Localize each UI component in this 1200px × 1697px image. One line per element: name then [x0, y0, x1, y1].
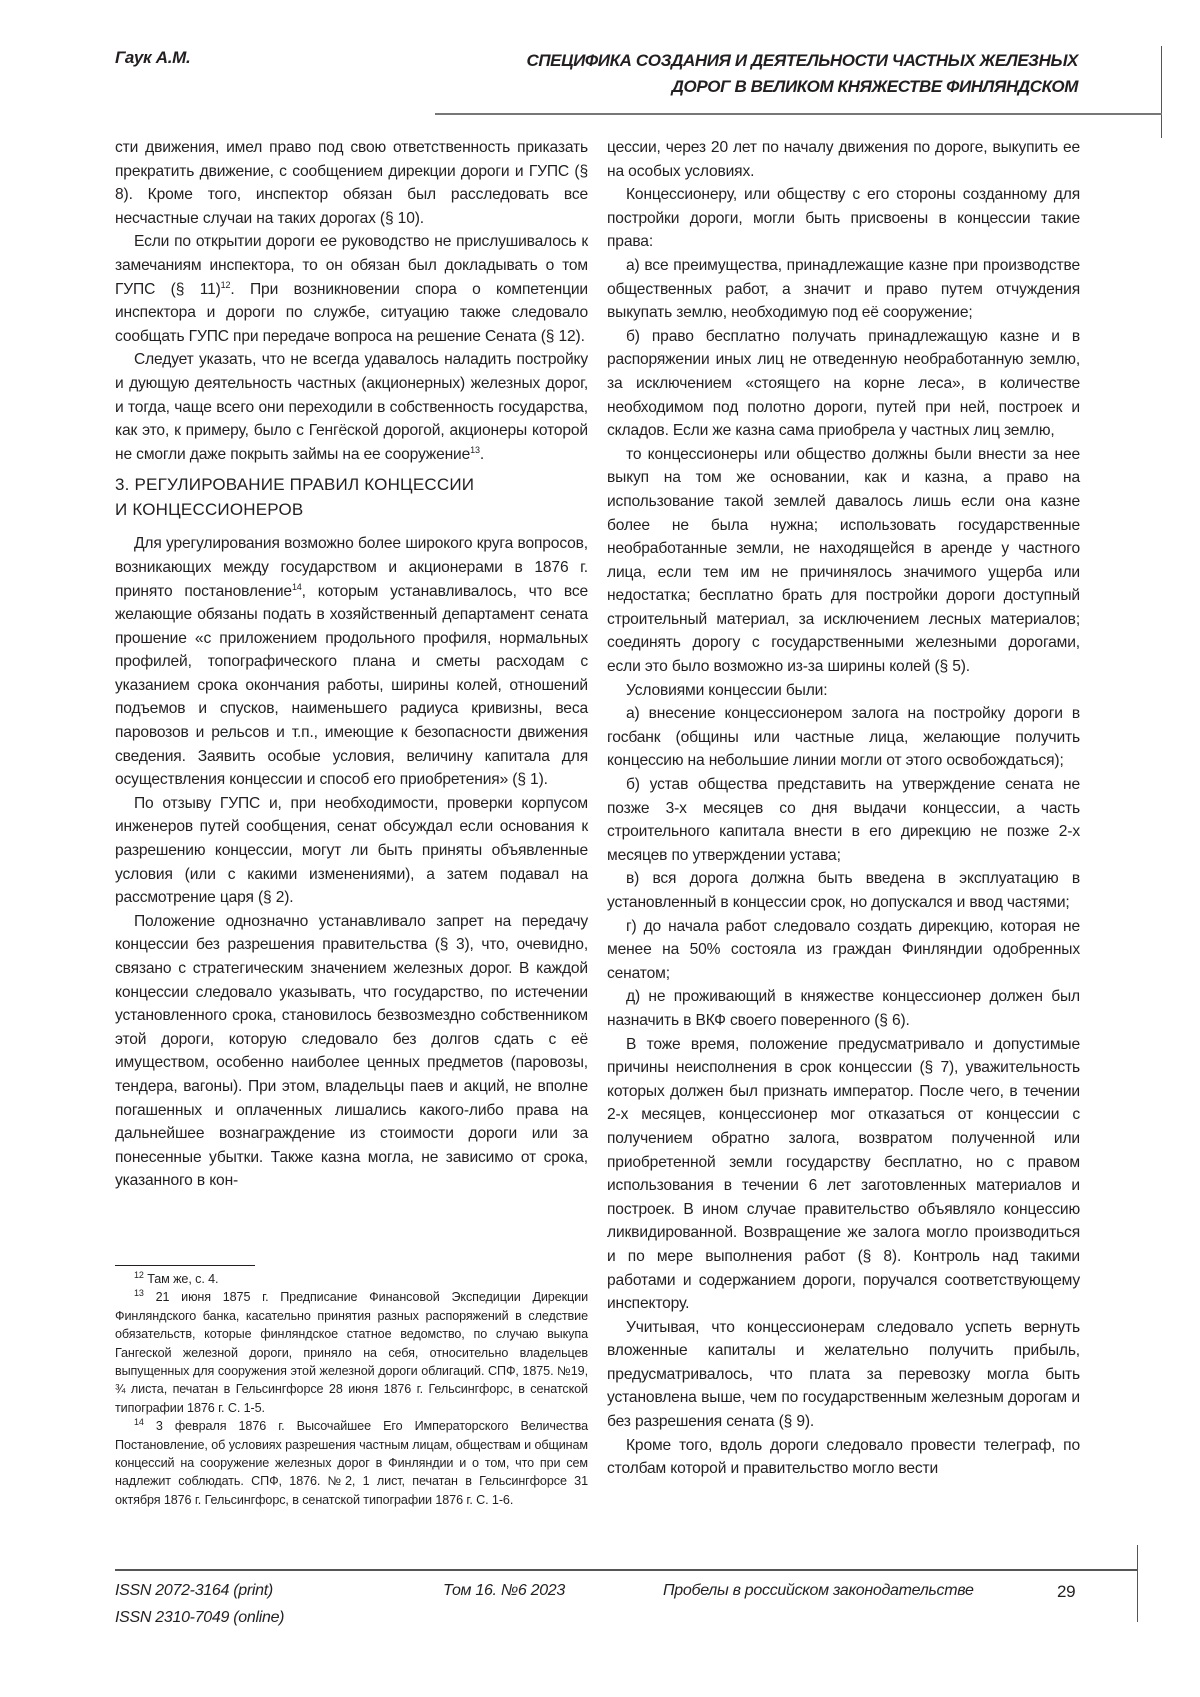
section-heading-line1: 3. РЕГУЛИРОВАНИЕ ПРАВИЛ КОНЦЕССИИ: [115, 475, 475, 495]
paragraph-text: .: [479, 445, 485, 463]
footer-vertical-rule: [1137, 1545, 1138, 1622]
section-heading: [115, 472, 588, 522]
footnote: [115, 1288, 588, 1417]
footnote-number: 12: [134, 1269, 144, 1280]
running-header-title-line2: ДОРОГ В ВЕЛИКОМ КНЯЖЕСТВЕ ФИНЛЯНДСКОМ: [671, 77, 1078, 96]
paragraph-text: Для урегулирования возможно более широкого круга вопросов, возникающих между государством и акционерами в 1876 г. принято постановление: [115, 535, 588, 600]
paragraph: Учитывая, что концессионерам следовало успеть вернуть вложенные капиталы и желательно получить прибыль, предусматривалось, что плата за перевозку могла быть установлена выше, чем по государственным железным дорогам и без разрешения сената (§ 9).: [607, 1318, 1080, 1431]
paragraph: г) до начала работ следовало создать дирекцию, которая не менее на 50% состояла из граждан Финляндии одобренных сенатом;: [607, 917, 1080, 982]
page-number: 29: [1057, 1582, 1076, 1601]
paragraph: [115, 532, 588, 792]
footnote-ref: 14: [291, 581, 302, 592]
footnote-text: Там же, с. 4.: [147, 1272, 219, 1286]
paragraph: Условиями концессии были:: [626, 681, 828, 699]
footnote-ref: 12: [220, 279, 231, 290]
footnote: [115, 1417, 588, 1509]
paragraph: [115, 230, 588, 348]
running-header-title-line1: СПЕЦИФИКА СОЗДАНИЯ И ДЕЯТЕЛЬНОСТИ ЧАСТНЫХ ЖЕЛЕЗНЫХ: [526, 51, 1078, 70]
paragraph-text: . При возникновении спора о компетенции инспектора и дороги по службе, ситуацию также следовало сообщать ГУПС при передаче вопроса на решение Сената (§ 12).: [115, 280, 588, 345]
paragraph: Кроме того, вдоль дороги следовало провести телеграф, по столбам которой и правительство могло вести: [607, 1436, 1080, 1478]
footnote-separator: [115, 1265, 255, 1266]
footer-journal-name: Пробелы в российском законодательстве: [663, 1582, 974, 1599]
header-horizontal-rule: [435, 113, 1162, 115]
paragraph: сти движения, имел право под свою ответственность приказать прекратить движение, с сообщением дирекции дороги и ГУПС (§ 8). Кроме того, инспектор обязан был расследовать все несчастные случаи на таких дорогах (§ 10).: [115, 139, 588, 227]
paragraph-text: , которым устанавливалось, что все желающие обязаны подать в хозяйственный департамент сената прошение «с приложением продольного профиля, нормальных профилей, топографического плана и сметы расходам с указанием срока окончания работы, ширины колей, отношений подъемов и спусков, наименьшего радиуса кривизны, веса паровозов и рельсов и т.п., имеющие к безопасности движения сведения. Заявить особые условия, величину капитала для осуществления концессии и способ его приобретения» (§ 1).: [115, 582, 588, 789]
paragraph: Концессионеру, или обществу с его стороны созданному для постройки дороги, могли быть присвоены в концессии такие права:: [607, 186, 1080, 251]
paragraph: в) вся дорога должна быть введена в эксплуатацию в установленный в концессии срок, но допускался и ввод частями;: [607, 870, 1080, 911]
footnotes: [115, 1265, 588, 1509]
footer-issn-print: ISSN 2072-3164 (print): [115, 1582, 273, 1599]
footnote: [115, 1270, 588, 1288]
paragraph: б) устав общества представить на утверждение сената не позже 3-х месяцев со дня выдачи концессии, а часть строительного капитала внести в его дирекцию не позже 2-х месяцев по утверждении устава;: [607, 776, 1080, 864]
paragraph: д) не проживающий в княжестве концессионер должен был назначить в ВКФ своего поверенного (§ 6).: [607, 988, 1080, 1029]
paragraph: В тоже время, положение предусматривало и допустимые причины неисполнения в срок концессии (§ 7), уважительность которых должен был признать император. После чего, в течении 2-х месяцев, концессионер мог отказаться от концессии с получением обратно залога, возвратом полученной или приобретенной земли государству бесплатно, но с правом использования в течении 6 лет заготовленных материалов и построек. В ином случае правительство объявляло концессию ликвидированной. Возвращение же залога могло производиться и по мере выполнения работ (§ 8). Контроль над такими работами и содержанием дороги, поручался соответствующему инспектору.: [607, 1035, 1080, 1313]
paragraph: б) право бесплатно получать принадлежащую казне и в распоряжении иных лиц не отведенную необработанную землю, за исключением «стоящего на корне леса», в количестве необходимом под полотно дороги, путей при ней, построек и складов. Если же казна сама приобрела у частных лиц землю,: [607, 327, 1080, 440]
paragraph: цессии, через 20 лет по началу движения по дороге, выкупить ее на особых условиях.: [607, 139, 1080, 180]
running-header-author: Гаук А.М.: [115, 48, 191, 67]
footnote-ref: 13: [470, 444, 480, 455]
footer-issn-online: ISSN 2310-7049 (online): [115, 1609, 285, 1626]
paragraph: а) все преимущества, принадлежащие казне при производстве общественных работ, а значит и право путем отчуждения выкупать землю, необходимую под её сооружение;: [607, 256, 1080, 322]
paragraph: Положение однозначно устанавливало запрет на передачу концессии без разрешения правительства (§ 3), что, очевидно, связано с стратегическим значением железных дорог. В каждой концессии следовало указывать, что государство, по истечении установленного срока, становилось безвозмездно собственником этой дороги, которую следовало без долгов сдать с её имуществом, особенно наиболее ценных предметов (паровозы, тендера, вагоны). При этом, владельцы паев и акций, не вполне погашенных и оплаченных лишались какого-либо права на дальнейшее вознаграждение из стоимости дороги или за понесенные убытки. Также казна могла, не зависимо от срока, указанного в кон-: [115, 912, 588, 1190]
paragraph: то концессионеры или общество должны были внести за нее выкуп на том же основании, как и казна, а право на использование такой землей давалось лишь если она казне более не была нужна; использовать государственные необработанные земли, не находящейся в аренде у частного лица, если тем им не причинялось значимого ущерба или недостатка; бесплатно брать для постройки дороги доступный строительный материал, за исключением лесных материалов; соединять дорогу с государственными железными дорогами, если это было возможно из-за ширины колей (§ 5).: [607, 445, 1080, 676]
paragraph-text: Если по открытии дороги ее руководство не прислушивалось к замечаниям инспектора, то он обязан был докладывать о том ГУПС (§ 11): [115, 233, 588, 298]
paragraph-text: Следует указать, что не всегда удавалось наладить постройку и дующую деятельность частных (акционерных) железных дорог, и тогда, чаще всего они переходили в собственность государства, как это, к примеру, было с Генгёской дорогой, акционеры которой не смогли даже покрыть займы на ее сооружение: [115, 351, 588, 463]
left-column: [115, 136, 588, 1193]
footer-horizontal-rule: [115, 1569, 1138, 1571]
section-heading-line2: И КОНЦЕССИОНЕРОВ: [115, 500, 304, 520]
paragraph: По отзыву ГУПС и, при необходимости, проверки корпусом инженеров путей сообщения, сенат обсуждал если основания к разрешению концессии, могут ли быть приняты объявленные условия (или с какими изменениями), а затем подавал на рассмотрение царя (§ 2).: [115, 794, 588, 907]
header-vertical-rule: [1161, 46, 1162, 138]
paragraph: а) внесение концессионером залога на постройку дороги в госбанк (общины или частные лица, желающие получить концессию на небольшие линии могли от этого освобождаться);: [607, 705, 1080, 770]
footnote-number: 14: [134, 1417, 144, 1428]
right-column: [607, 136, 1080, 1481]
footnote-text: 21 июня 1875 г. Предписание Финансовой Экспедиции Дирекции Финляндского банка, касательно принятия разных распоряжений в следствие обязательств, которые финляндское статное ведомство, по случаю выкупа Гангеской железной дороги, приняло на себя, относительно владельцев выпущенных для сооружения этой железной дороги облигаций. СПФ, 1875. №19, ¾ листа, печатан в Гельсингфорсе 28 июня 1876 г. Гельсингфорс, в сенатской типографии 1876 г. С. 1-5.: [115, 1290, 589, 1415]
running-header-title: [526, 48, 1078, 100]
paragraph: [115, 348, 588, 466]
footnote-text: 3 февраля 1876 г. Высочайшее Его Императорского Величества Постановление, об условиях разрешения частным лицам, обществам и общинам концессий на сооружение железных дорог в Финляндии и о том, что при сем надлежит соблюдать. СПФ, 1876. №2, 1 лист, печатан в Гельсингфорсе 31 октября 1876 г. Гельсингфорс, в сенатской типографии 1876 г. С. 1-6.: [115, 1419, 588, 1507]
footnote-number: 13: [134, 1288, 144, 1299]
footer-volume: Том 16. №6 2023: [443, 1582, 566, 1599]
